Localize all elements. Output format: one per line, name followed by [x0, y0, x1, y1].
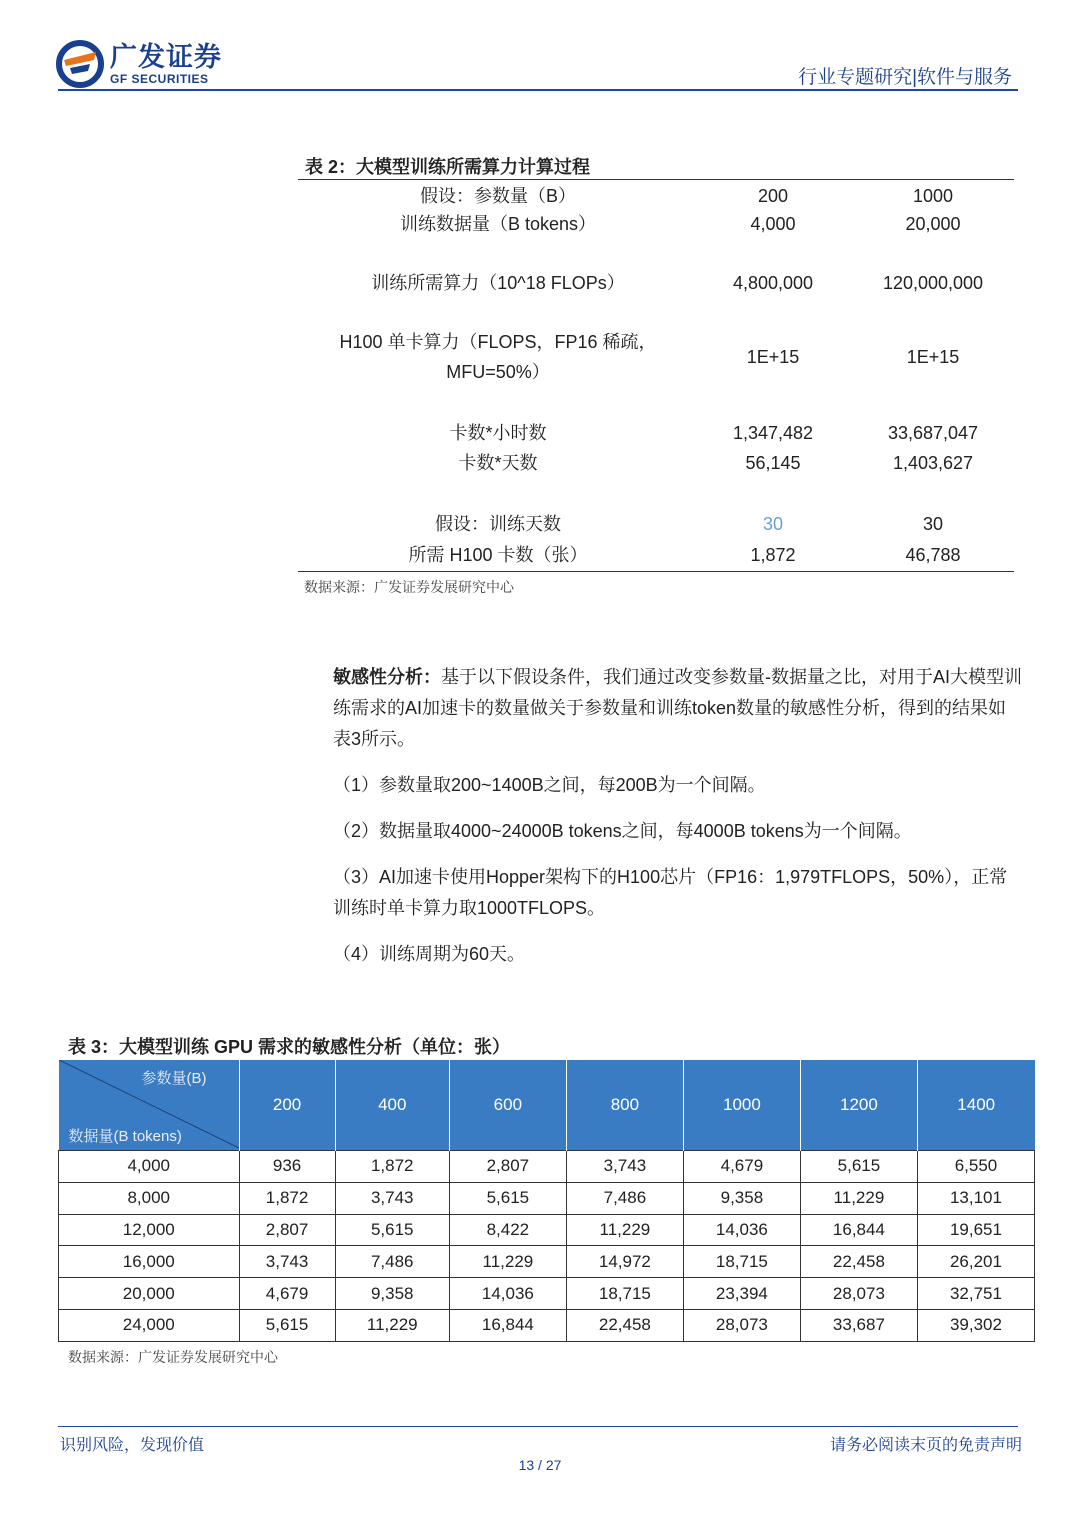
- footer-slogan: 识别风险，发现价值: [60, 1437, 205, 1454]
- column-header: 1200: [800, 1060, 917, 1151]
- table-cell: 23,394: [683, 1278, 800, 1310]
- table-cell: 14,036: [449, 1278, 566, 1310]
- table-row: [59, 1246, 1035, 1278]
- table-row: [59, 1214, 1035, 1246]
- table-cell: 28,073: [683, 1309, 800, 1341]
- table-cell: 3,743: [239, 1246, 335, 1278]
- table-cell: 19,651: [917, 1214, 1034, 1246]
- table-cell: 4,679: [683, 1151, 800, 1183]
- table-row: [59, 1151, 1035, 1183]
- table-row: [59, 1309, 1035, 1341]
- report-section: 行业专题研究|软件与服务: [798, 67, 1012, 88]
- header-divider: [58, 89, 1018, 91]
- value-1000b: 1E+15: [906, 347, 960, 367]
- value-1000b: 33,687,047: [887, 423, 979, 443]
- table-cell: 9,358: [335, 1278, 449, 1310]
- row-label: 假设：参数量（B）: [419, 186, 576, 206]
- table-cell: 1,872: [239, 1182, 335, 1214]
- table-cell: 39,302: [917, 1309, 1034, 1341]
- table-cell: 14,972: [566, 1246, 683, 1278]
- row-label-line1: H100 单卡算力（FLOPS，FP16 稀疏，: [339, 332, 657, 352]
- table-header-row: [59, 1060, 1035, 1151]
- table3-source: 数据来源：广发证券发展研究中心: [68, 1349, 278, 1365]
- assumption-item: （4）训练周期为60天。: [333, 944, 526, 964]
- value-1000b: 120,000,000: [882, 273, 984, 293]
- row-header: 4,000: [59, 1151, 240, 1183]
- logo-chinese-name: 广发证券: [110, 42, 222, 72]
- analysis-paragraph: [333, 662, 1023, 755]
- table-cell: 28,073: [800, 1278, 917, 1310]
- table-cell: 32,751: [917, 1278, 1034, 1310]
- row-label: 卡数*天数: [458, 453, 538, 473]
- table-cell: 14,036: [683, 1214, 800, 1246]
- analysis-lead-bold: 敏感性分析：: [333, 667, 441, 687]
- assumption-item: （3）AI加速卡使用Hopper架构下的H100芯片（FP16：1,979TFLOPS，50%），正常训练时单卡算力取1000TFLOPS。: [333, 867, 1008, 918]
- table2-top-rule: [298, 179, 1014, 180]
- value-200b: 1,347,482: [732, 423, 814, 443]
- table-cell: 18,715: [566, 1278, 683, 1310]
- column-header: 600: [449, 1060, 566, 1151]
- row-label-line2: MFU=50%）: [446, 362, 550, 382]
- page-number: 13 / 27: [518, 1457, 562, 1473]
- row-label: 训练数据量（B tokens）: [399, 214, 597, 234]
- table-cell: 4,679: [239, 1278, 335, 1310]
- row-header: 8,000: [59, 1182, 240, 1214]
- table2-source: 数据来源：广发证券发展研究中心: [304, 579, 514, 595]
- table-row: [59, 1182, 1035, 1214]
- table-cell: 5,615: [449, 1182, 566, 1214]
- row-header: 24,000: [59, 1309, 240, 1341]
- row-label: 假设：训练天数: [435, 514, 561, 534]
- table-cell: 2,807: [449, 1151, 566, 1183]
- value-200b: 1E+15: [746, 347, 800, 367]
- table-cell: 11,229: [566, 1214, 683, 1246]
- table-cell: 936: [239, 1151, 335, 1183]
- table-cell: 7,486: [335, 1246, 449, 1278]
- table-cell: 8,422: [449, 1214, 566, 1246]
- logo-english-name: GF SECURITIES: [110, 72, 209, 86]
- value-1000b: 30: [922, 514, 944, 534]
- table-cell: 3,743: [335, 1182, 449, 1214]
- row-label: 所需 H100 卡数（张）: [408, 545, 588, 565]
- column-header: 200: [239, 1060, 335, 1151]
- table-cell: 18,715: [683, 1246, 800, 1278]
- table-cell: 5,615: [239, 1309, 335, 1341]
- row-header: 12,000: [59, 1214, 240, 1246]
- table2-bottom-rule: [298, 571, 1014, 572]
- table-cell: 11,229: [335, 1309, 449, 1341]
- assumption-item: （1）参数量取200~1400B之间，每200B为一个间隔。: [333, 775, 766, 795]
- table-cell: 5,615: [800, 1151, 917, 1183]
- table3-title: 表 3：大模型训练 GPU 需求的敏感性分析（单位：张）: [68, 1037, 511, 1057]
- footer-divider: [58, 1426, 1018, 1427]
- table-cell: 26,201: [917, 1246, 1034, 1278]
- table-cell: 2,807: [239, 1214, 335, 1246]
- value-1000b: 1,403,627: [892, 453, 974, 473]
- column-header: 800: [566, 1060, 683, 1151]
- column-header: 1400: [917, 1060, 1034, 1151]
- table-cell: 6,550: [917, 1151, 1034, 1183]
- corner-data-label: 数据量(B tokens): [68, 1128, 182, 1145]
- value-200b: 4,800,000: [732, 273, 814, 293]
- row-label: 卡数*小时数: [449, 423, 547, 443]
- value-200b: 4,000: [750, 214, 796, 234]
- table-cell: 16,844: [800, 1214, 917, 1246]
- analysis-lead-text: 基于以下假设条件，我们通过改变参数量-数据量之比，对用于AI大模型训练需求的AI加速卡的数量做关于参数量和训练token数量的敏感性分析，得到的结果如表3所示。: [333, 667, 1022, 749]
- value-200b-highlighted: 30: [762, 514, 784, 534]
- value-1000b: 46,788: [905, 545, 961, 565]
- table2-title: 表 2：大模型训练所需算力计算过程: [305, 157, 591, 177]
- value-200b: 200: [757, 186, 789, 206]
- sensitivity-table: [58, 1060, 1035, 1342]
- value-1000b: 1000: [912, 186, 954, 206]
- footer-disclaimer: 请务必阅读末页的免责声明: [829, 1437, 1022, 1454]
- table-cell: 11,229: [800, 1182, 917, 1214]
- table-cell: 22,458: [800, 1246, 917, 1278]
- table-cell: 9,358: [683, 1182, 800, 1214]
- row-label: 训练所需算力（10^18 FLOPs）: [371, 273, 625, 293]
- corner-param-label: 参数量(B): [141, 1070, 207, 1087]
- table-cell: 13,101: [917, 1182, 1034, 1214]
- column-header: 400: [335, 1060, 449, 1151]
- row-header: 16,000: [59, 1246, 240, 1278]
- column-header: 1000: [683, 1060, 800, 1151]
- table-row: [59, 1278, 1035, 1310]
- company-logo: [56, 40, 222, 88]
- table-cell: 3,743: [566, 1151, 683, 1183]
- table-cell: 22,458: [566, 1309, 683, 1341]
- table-cell: 33,687: [800, 1309, 917, 1341]
- value-200b: 56,145: [745, 453, 801, 473]
- value-1000b: 20,000: [905, 214, 961, 234]
- table-cell: 11,229: [449, 1246, 566, 1278]
- value-200b: 1,872: [750, 545, 796, 565]
- assumption-item: （2）数据量取4000~24000B tokens之间，每4000B tokens为一个间隔。: [333, 821, 912, 841]
- logo-mark-icon: [56, 40, 104, 88]
- table-cell: 5,615: [335, 1214, 449, 1246]
- table-cell: 7,486: [566, 1182, 683, 1214]
- table-cell: 1,872: [335, 1151, 449, 1183]
- row-label: [298, 327, 698, 387]
- corner-header: [59, 1060, 240, 1151]
- table-cell: 16,844: [449, 1309, 566, 1341]
- row-header: 20,000: [59, 1278, 240, 1310]
